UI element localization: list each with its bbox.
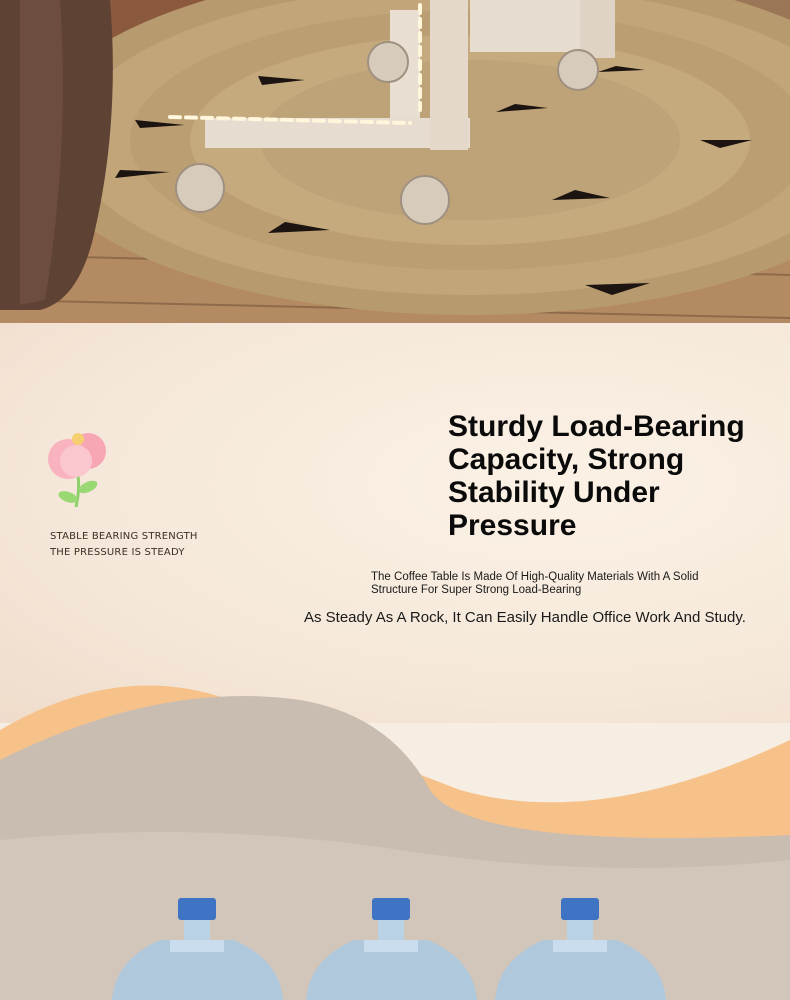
title-line-4: Pressure [448, 509, 577, 542]
product-photo [0, 0, 790, 323]
feature-tagline: As Steady As A Rock, It Can Easily Handle Office Work And Study. [304, 609, 746, 626]
bottles-illustration [0, 640, 790, 1000]
feature-description: The Coffee Table Is Made Of High-Quality Materials With A Solid Structure For Super Strong Load-Bearing [371, 571, 699, 596]
feature-title [448, 410, 778, 542]
tag-line-2: THE PRESSURE IS STEADY [50, 547, 185, 558]
feature-tag [50, 529, 198, 561]
tag-line-1: STABLE BEARING STRENGTH [50, 531, 198, 542]
title-line-1: Sturdy Load-Bearing [448, 410, 745, 443]
table-on-rug-illustration [0, 0, 790, 323]
title-line-2: Capacity, Strong [448, 443, 685, 476]
pink-flower-icon [40, 425, 115, 515]
title-line-3: Stability Under [448, 476, 660, 509]
